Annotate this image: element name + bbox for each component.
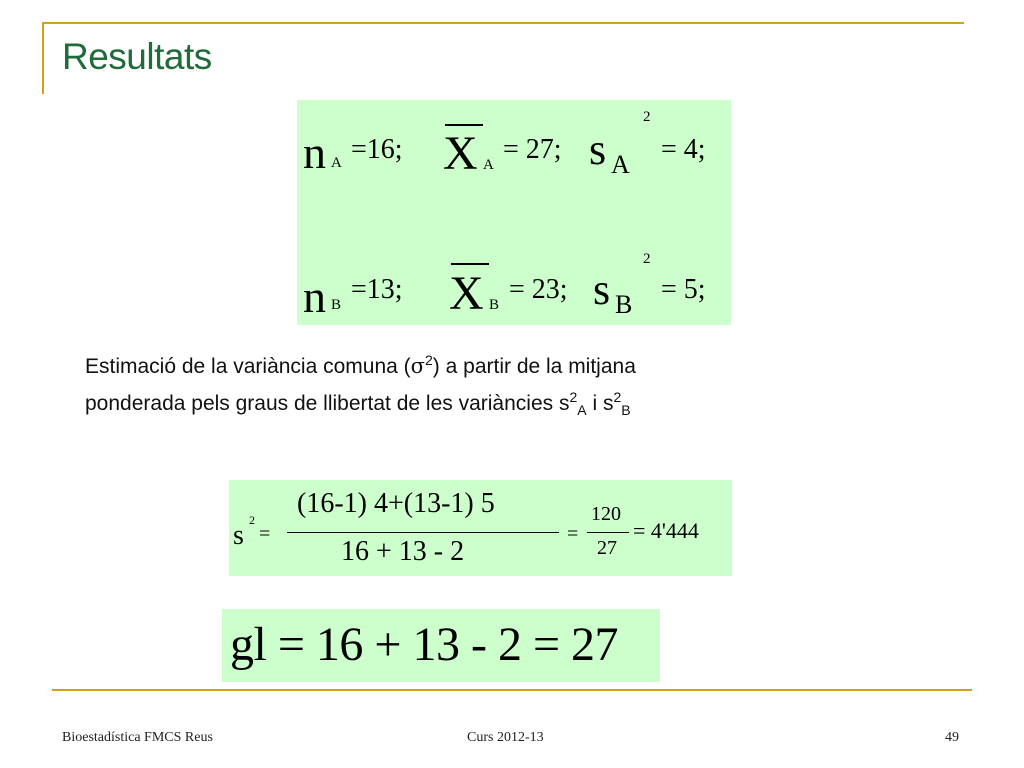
sa-subscript: A [577,402,587,419]
variance-superscript: 2 [249,513,255,527]
sa-superscript: 2 [569,389,578,405]
x-a-subscript: A [483,157,494,173]
bottom-rule [52,689,972,691]
n-a-subscript: A [331,155,342,171]
variance-fraction-bar [287,532,559,533]
results-box [297,100,731,325]
variance-denominator: 16 + 13 - 2 [341,536,465,567]
para-line1-end: ) a partir de la mitjana [432,355,636,378]
variance-result: = 4'444 [633,518,699,543]
s-b-superscript: 2 [643,251,651,267]
variance-equals: = [259,523,271,545]
variance-formula-box [229,480,732,576]
variance-equals-2: = [567,523,579,545]
n-b-symbol: n [303,271,326,322]
sb-superscript: 2 [613,389,622,405]
page-number: 49 [945,730,959,745]
s-b-value: = 5; [661,274,706,305]
explanation-text [85,345,885,426]
small-fraction-bar [587,532,629,533]
left-rule [42,22,44,94]
x-b-bar [451,263,489,265]
n-b-value: =13; [351,274,403,305]
footer-center: Curs 2012-13 [467,730,544,745]
sigma-symbol: σ [410,354,425,378]
x-a-symbol: X [443,127,478,180]
para-line2-mid: i s [586,392,614,415]
s-a-value: = 4; [661,134,706,165]
x-b-value: = 23; [509,274,568,305]
s-a-subscript: A [611,150,630,179]
sigma-superscript: 2 [425,352,433,368]
x-b-subscript: B [489,297,500,313]
x-a-value: = 27; [503,134,562,165]
n-b-subscript: B [331,297,342,313]
slide-title: Resultats [62,36,212,77]
top-rule [42,22,964,24]
n-a-symbol: n [303,127,326,178]
s-a-superscript: 2 [643,109,651,125]
s-b-subscript: B [615,290,633,319]
x-a-bar [445,124,483,126]
n-a-value: =16; [351,134,403,165]
x-b-symbol: X [449,267,484,320]
variance-s-symbol: s [233,520,244,551]
small-fraction-numerator: 120 [591,503,621,525]
para-line2-start: ponderada pels graus de llibertat de les variàncies s [85,392,570,415]
footer-left: Bioestadística FMCS Reus [62,730,213,745]
small-fraction-denominator: 27 [597,537,617,559]
variance-numerator: (16-1) 4+(13-1) 5 [297,488,495,519]
s-a-symbol: s [589,125,607,174]
gl-formula: gl = 16 + 13 - 2 = 27 [230,618,619,671]
sb-subscript: B [621,402,631,419]
gl-formula-box [222,609,660,682]
para-line1-start: Estimació de la variància comuna ( [85,355,411,378]
s-b-symbol: s [593,265,611,314]
